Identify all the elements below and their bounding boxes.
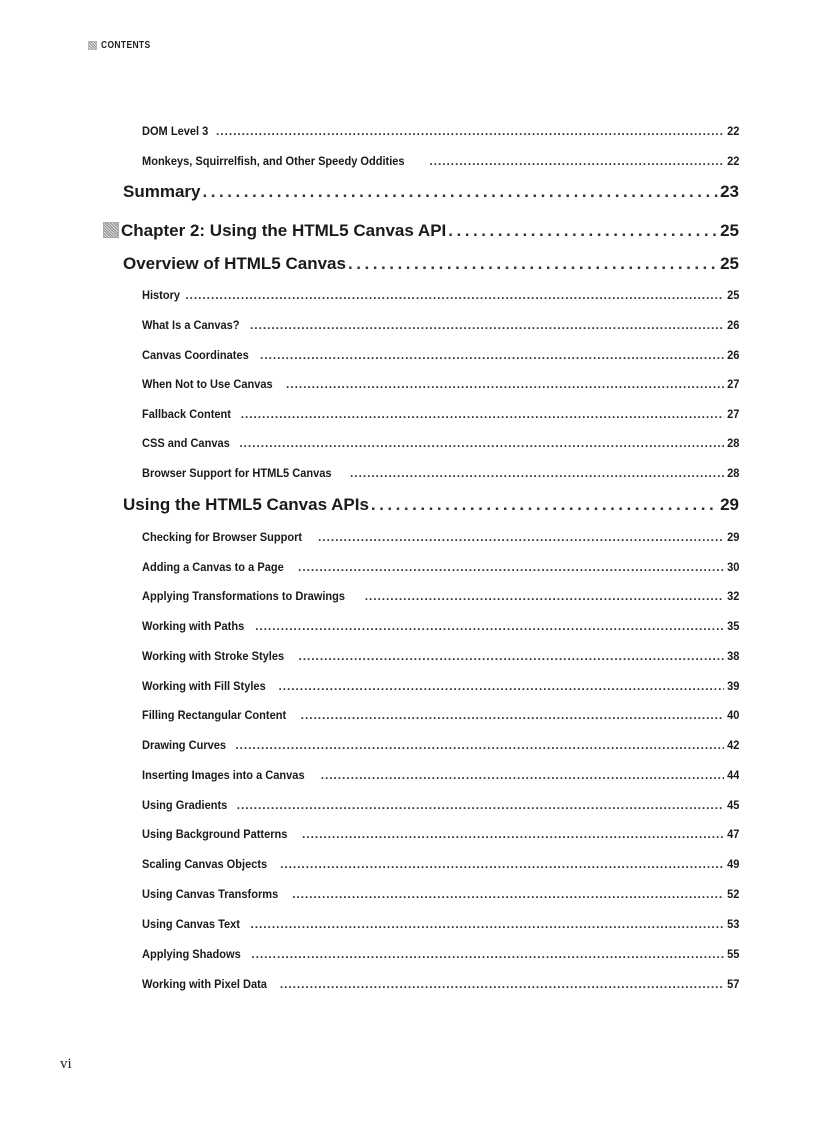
toc-entry-page: 26 [726,318,739,332]
dot-leader [251,946,723,962]
toc-entry-page: 55 [726,947,739,961]
dot-leader [298,559,724,575]
toc-entry-title [142,707,286,723]
toc-entry-text: CSS and Canvas [142,436,230,450]
toc-subsection-entry [142,559,739,575]
toc-entry-text: Fallback Content [142,407,231,421]
running-header-title: CONTENTS [101,39,151,51]
toc-subsection-entry [142,916,739,932]
toc-entry-text: Working with Fill Styles [142,679,266,693]
dot-leader [239,435,723,451]
toc-entry-text: Using Canvas Transforms [142,887,279,901]
toc-entry-title [142,153,405,169]
toc-subsection-entry [142,737,739,753]
toc-entry-title [142,317,240,333]
toc-entry-page: 25 [720,254,739,273]
toc-subsection-entry [142,588,739,604]
toc-entry-text: Summary [123,182,201,201]
toc-subsection-entry [142,435,739,451]
toc-entry-title [142,287,180,303]
toc-subsection-entry [142,797,739,813]
dot-leader [348,253,718,275]
toc-entry-title [142,946,241,962]
toc-subsection-entry [142,767,739,783]
toc-entry-text: Using the HTML5 Canvas APIs [123,495,369,514]
dot-leader [216,123,724,139]
dot-leader [301,707,724,723]
toc-entry-page: 29 [726,530,739,544]
toc-entry-title [142,406,231,422]
toc-subsection-entry [142,618,739,634]
toc-entry-title [142,648,284,664]
toc-entry-text: Using Canvas Text [142,917,240,931]
toc-section-entry [123,253,739,275]
toc-entry-text: When Not to Use Canvas [142,377,273,391]
toc-entry-page: 47 [726,827,739,841]
toc-entry-page: 29 [720,495,739,514]
toc-entry-text: Chapter 2: Using the HTML5 Canvas API [121,221,447,240]
toc-entry-text: Adding a Canvas to a Page [142,560,284,574]
toc-subsection-entry [142,153,739,169]
toc-entry-title [142,559,284,575]
toc-entry-page: 27 [726,407,739,421]
toc-entry-text: Applying Shadows [142,947,241,961]
toc-entry-text: Working with Pixel Data [142,977,267,991]
dot-leader [185,287,723,303]
toc-entry-page: 22 [726,154,739,168]
toc-entry-title [142,678,266,694]
toc-entry-text: Applying Transformations to Drawings [142,589,346,603]
toc-subsection-entry [142,287,739,303]
toc-entry-title [142,737,226,753]
toc-entry-title [123,181,200,203]
contents-marker-icon [88,41,97,50]
toc-section-entry [123,494,739,516]
dot-leader [365,588,724,604]
toc-entry-page: 28 [726,466,739,480]
toc-entry-title [142,976,267,992]
toc-entry-title [142,465,332,481]
toc-entry-text: Working with Stroke Styles [142,649,285,663]
dot-leader [318,529,724,545]
toc-entry-page: 25 [726,288,739,302]
dot-leader [280,856,724,872]
toc-entry-title [123,253,346,275]
toc-entry-page: 49 [726,857,739,871]
toc-subsection-entry [142,376,739,392]
toc-entry-title [142,826,287,842]
toc-entry-text: What Is a Canvas? [142,318,240,332]
toc-entry-title [142,916,240,932]
toc-entry-text: Using Gradients [142,798,228,812]
toc-subsection-entry [142,648,739,664]
dot-leader [302,826,724,842]
toc-entry-page: 57 [726,977,739,991]
toc-entry-title [142,618,244,634]
toc-subsection-entry [142,529,739,545]
toc-entry-page: 45 [726,798,739,812]
toc-entry-title [142,856,267,872]
toc-entry-text: Browser Support for HTML5 Canvas [142,466,332,480]
toc-entry-title [142,123,208,139]
toc-entry-text: DOM Level 3 [142,124,209,138]
toc-subsection-entry [142,886,739,902]
toc-entry-page: 38 [726,649,739,663]
toc-subsection-entry [142,123,739,139]
toc-entry-text: Filling Rectangular Content [142,708,287,722]
toc-entry-page: 40 [726,708,739,722]
running-header [88,38,159,52]
chapter-marker-icon [103,222,119,238]
toc-entry-text: Scaling Canvas Objects [142,857,268,871]
toc-entry-text: Working with Paths [142,619,245,633]
toc-entry-title [142,347,249,363]
toc-entry-page: 39 [726,679,739,693]
dot-leader [286,376,724,392]
toc-section-entry [123,181,739,203]
toc-entry-title [142,797,227,813]
toc-entry-page: 28 [726,436,739,450]
toc-entry-page: 30 [726,560,739,574]
toc-entry-text: Drawing Curves [142,738,227,752]
toc-subsection-entry [142,317,739,333]
toc-subsection-entry [142,465,739,481]
toc-entry-text: Overview of HTML5 Canvas [123,254,346,273]
dot-leader [371,494,718,516]
toc-entry-text: Using Background Patterns [142,827,288,841]
toc-entry-title [142,435,230,451]
toc-entry-title [142,376,273,392]
toc-entry-text: Canvas Coordinates [142,348,249,362]
toc-entry-page: 25 [720,221,739,240]
toc-entry-text: Monkeys, Squirrelfish, and Other Speedy Oddities [142,154,405,168]
toc-entry-title [123,494,369,516]
toc-subsection-entry [142,976,739,992]
dot-leader [292,886,724,902]
dot-leader [202,181,718,203]
dot-leader [235,737,723,753]
dot-leader [298,648,723,664]
toc-entry-title [142,886,278,902]
dot-leader [255,618,724,634]
toc-subsection-entry [142,707,739,723]
toc-subsection-entry [142,856,739,872]
toc-entry-page: 22 [726,124,739,138]
toc-subsection-entry [142,826,739,842]
toc-entry-text: History [142,288,181,302]
toc-entry-page: 23 [720,182,739,201]
toc-entry-title [142,529,302,545]
dot-leader [250,317,724,333]
dot-leader [250,916,723,932]
dot-leader [260,347,724,363]
toc-entry-text: Inserting Images into a Canvas [142,768,305,782]
toc-entry-page: 26 [726,348,739,362]
toc-subsection-entry [142,406,739,422]
toc-subsection-entry [142,347,739,363]
dot-leader [448,220,718,242]
toc-entry-text: Checking for Browser Support [142,530,303,544]
toc-subsection-entry [142,946,739,962]
dot-leader [429,153,723,169]
toc-entry-page: 35 [726,619,739,633]
toc-entry-page: 44 [726,768,739,782]
toc-entry-page: 27 [726,377,739,391]
dot-leader [241,406,724,422]
dot-leader [278,678,723,694]
page-number: vi [60,1056,72,1072]
toc-subsection-entry [142,678,739,694]
toc-entry-page: 53 [726,917,739,931]
dot-leader [350,465,724,481]
dot-leader [237,797,724,813]
dot-leader [280,976,724,992]
toc-entry-page: 42 [726,738,739,752]
toc-entry-page: 52 [726,887,739,901]
toc-entry-title [103,220,446,242]
toc-entry-title [142,767,305,783]
toc-entry-page: 32 [726,589,739,603]
dot-leader [321,767,724,783]
toc-entry-title [142,588,345,604]
toc-chapter-entry [103,220,739,242]
